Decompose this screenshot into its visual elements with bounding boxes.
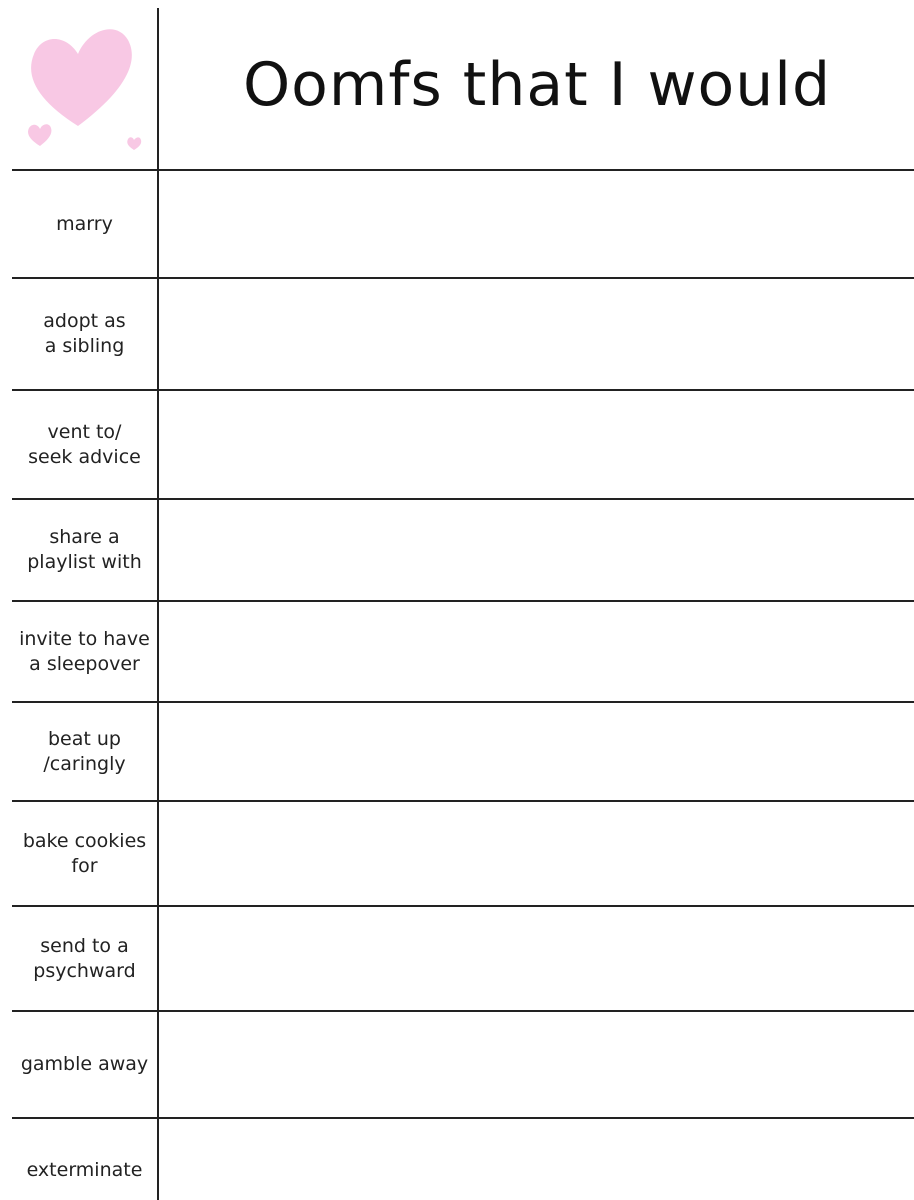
answer-cell[interactable] — [159, 1012, 914, 1117]
answer-cell[interactable] — [159, 802, 914, 905]
answer-cell[interactable] — [159, 500, 914, 600]
answer-cell[interactable] — [159, 907, 914, 1010]
hearts-decoration — [20, 14, 150, 154]
answer-cell[interactable] — [159, 171, 914, 277]
row-label-send-psychward: send to a psychward — [33, 934, 136, 982]
row-label-gamble-away: gamble away — [20, 1053, 149, 1076]
row-label-share-playlist: share a playlist with — [27, 526, 142, 573]
row-label-beat-up: beat up /caringly — [43, 727, 126, 775]
row-label-adopt-as-sibling: adopt as a sibling — [43, 310, 126, 357]
row-label-vent-to: vent to/ seek advice — [28, 420, 141, 468]
answer-cell[interactable] — [159, 1119, 914, 1200]
row-label-invite-sleepover: invite to have a sleepover — [19, 627, 150, 675]
row-label-exterminate: exterminate — [26, 1159, 143, 1182]
row-label-marry: marry — [56, 212, 113, 235]
answer-cell[interactable] — [159, 602, 914, 701]
heart-icon — [31, 29, 132, 126]
answer-cell[interactable] — [159, 703, 914, 800]
small-heart-icon — [28, 124, 51, 146]
answer-cell[interactable] — [159, 391, 914, 498]
page-title: Oomfs that I would — [242, 50, 832, 120]
small-heart-icon — [127, 137, 141, 150]
answer-cell[interactable] — [159, 279, 914, 389]
row-label-bake-cookies: bake cookies for — [22, 829, 147, 877]
